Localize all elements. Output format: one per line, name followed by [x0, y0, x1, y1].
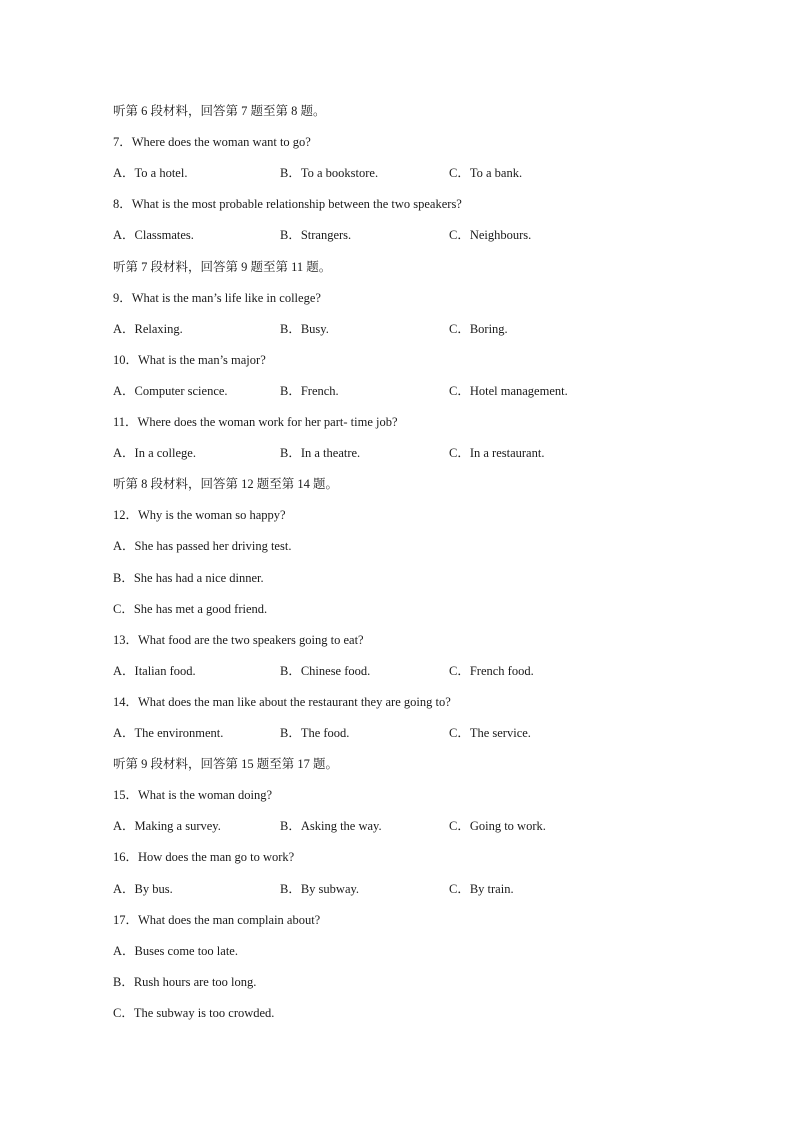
option-a: A．Making a survey. — [113, 819, 221, 833]
option-a: A．Italian food. — [113, 664, 196, 678]
option-b: B．French. — [280, 384, 339, 398]
answer-options-row — [113, 163, 734, 183]
option-a: A．In a college. — [113, 446, 196, 460]
question-text: 15．What is the woman doing? — [113, 788, 272, 802]
answer-option: A．Buses come too late. — [113, 944, 238, 958]
option-b: B．By subway. — [280, 882, 360, 896]
question-text: 7．Where does the woman want to go? — [113, 135, 311, 149]
option-a: A．To a hotel. — [113, 166, 188, 180]
answer-options-row — [113, 319, 734, 339]
answer-option: B．Rush hours are too long. — [113, 975, 257, 989]
question-text: 9．What is the man’s life like in college? — [113, 291, 321, 305]
option-c: C．By train. — [449, 882, 514, 896]
option-c: C．Hotel management. — [449, 384, 568, 398]
question-text: 11．Where does the woman work for her part- time job? — [113, 415, 398, 429]
question-text: 12．Why is the woman so happy? — [113, 508, 286, 522]
question-text: 17．What does the man complain about? — [113, 913, 321, 927]
answer-option: A．She has passed her driving test. — [113, 539, 292, 553]
option-b: B．Asking the way. — [280, 819, 382, 833]
section-heading: 听第 6 段材料，回答第 7 题至第 8 题。 — [113, 104, 326, 118]
option-b: B．In a theatre. — [280, 446, 361, 460]
question-text: 8．What is the most probable relationship between the two speakers? — [113, 197, 462, 211]
answer-options-row — [113, 381, 734, 401]
question-text: 13．What food are the two speakers going to eat? — [113, 633, 364, 647]
option-a: A．Relaxing. — [113, 322, 183, 336]
option-a: A．The environment. — [113, 726, 224, 740]
answer-options-row — [113, 661, 734, 681]
answer-options-row — [113, 443, 734, 463]
option-b: B．Strangers. — [280, 228, 352, 242]
option-b: B．Busy. — [280, 322, 329, 336]
answer-option: B．She has had a nice dinner. — [113, 571, 264, 585]
question-text: 14．What does the man like about the restaurant they are going to? — [113, 695, 451, 709]
option-b: B．The food. — [280, 726, 350, 740]
section-heading: 听第 7 段材料，回答第 9 题至第 11 题。 — [113, 260, 332, 274]
question-text: 10．What is the man’s major? — [113, 353, 266, 367]
option-c: C．The service. — [449, 726, 531, 740]
option-b: B．To a bookstore. — [280, 166, 379, 180]
option-c: C．In a restaurant. — [449, 446, 545, 460]
section-heading: 听第 8 段材料，回答第 12 题至第 14 题。 — [113, 477, 339, 491]
answer-options-row — [113, 879, 734, 899]
option-c: C．French food. — [449, 664, 534, 678]
option-a: A．Classmates. — [113, 228, 194, 242]
option-a: A．By bus. — [113, 882, 173, 896]
question-text: 16．How does the man go to work? — [113, 850, 295, 864]
answer-option: C．The subway is too crowded. — [113, 1006, 275, 1020]
answer-option: C．She has met a good friend. — [113, 602, 268, 616]
option-c: C．Boring. — [449, 322, 508, 336]
answer-options-row — [113, 225, 734, 245]
option-c: C．Neighbours. — [449, 228, 532, 242]
option-b: B．Chinese food. — [280, 664, 371, 678]
answer-options-row — [113, 816, 734, 836]
option-c: C．To a bank. — [449, 166, 523, 180]
section-heading: 听第 9 段材料，回答第 15 题至第 17 题。 — [113, 757, 339, 771]
answer-options-row — [113, 723, 734, 743]
option-a: A．Computer science. — [113, 384, 228, 398]
option-c: C．Going to work. — [449, 819, 546, 833]
